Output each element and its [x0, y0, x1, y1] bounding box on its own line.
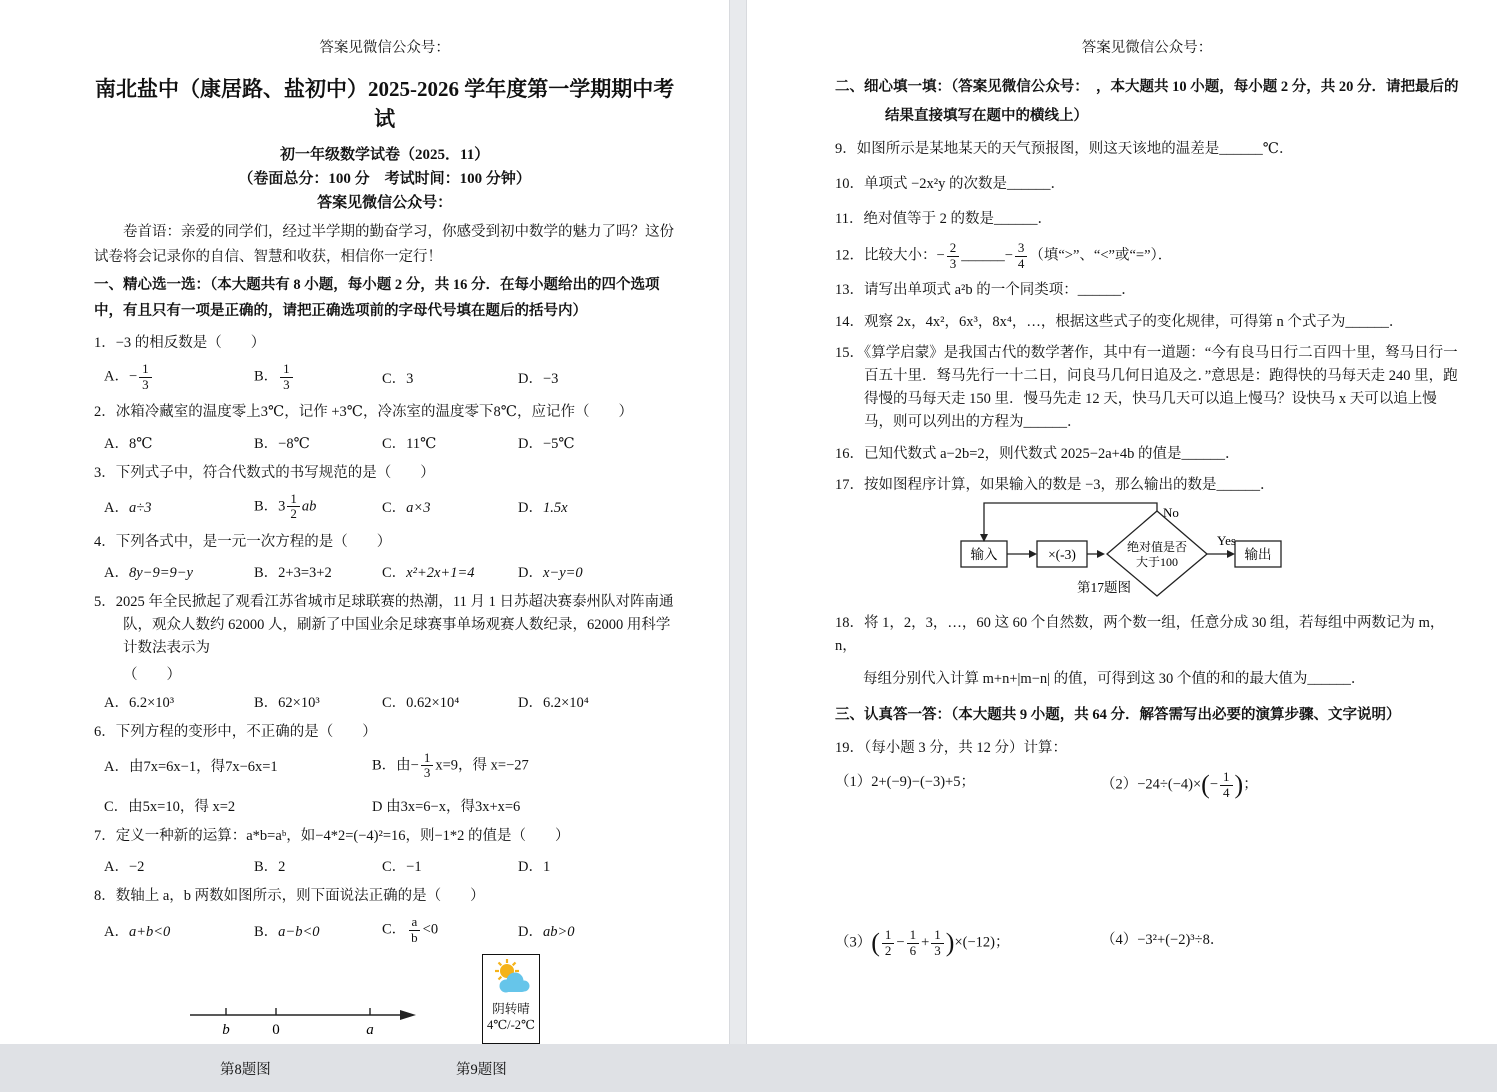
q1-option-b: B． $\frac{1}{3}$ — [254, 362, 382, 392]
flow-multiply-label: ×(-3) — [1048, 546, 1076, 562]
q1-option-a: A．− $\frac{1}{3}$ — [104, 362, 254, 392]
arrow-right-icon — [1227, 550, 1235, 558]
q17-flowchart — [899, 499, 1459, 604]
big-paren: ( — [871, 928, 880, 958]
q19-part3: （3）( $\frac{1}{2}$ − $\frac{1}{6}$ + $\frac{1}{3}$ )×(−12)； — [835, 927, 1010, 958]
q6-stem: 6．下列方程的变形中，不正确的是（ ） — [94, 723, 377, 740]
q9-stem: 9．如图所示是某地某天的天气预报图，则这天该地的温差是______℃． — [835, 140, 1294, 157]
q16-stem: 16．已知代数式 a−2b=2，则代数式 2025−2a+4b 的值是______． — [835, 445, 1240, 462]
q7-option-b: B．2 — [254, 859, 286, 875]
q5-option-b: B．62×10³ — [254, 694, 320, 711]
score-time-line: （卷面总分：100 分 考试时间：100 分钟） — [238, 171, 531, 187]
section3-heading: 三、认真答一答：（本大题共 9 小题，共 64 分．解答需写出必要的演算步骤、文字说明） — [835, 707, 1401, 724]
fraction: $\frac{1}{6}$ — [907, 928, 920, 958]
q7-options — [94, 855, 675, 876]
arrow-right-icon — [1029, 550, 1037, 558]
q5-answer-paren: （ ） — [123, 666, 181, 683]
q3-option-c: C．a×3 — [382, 500, 431, 517]
q8-stem: 8．数轴上 a，b 两数如图所示，则下面说法正确的是（ ） — [94, 888, 485, 904]
q3-options — [94, 492, 675, 522]
q19-row2 — [835, 928, 1459, 958]
q2-option-a: A．8℃ — [104, 435, 153, 452]
number-line-figure — [190, 1002, 422, 1042]
page-left — [0, 0, 729, 1079]
q2-stem: 2．冰箱冷藏室的温度零上3℃，记作 +3℃，冷冻室的温度零下8℃，应记作（ ） — [94, 404, 633, 421]
q8-option-d: D．ab>0 — [518, 923, 575, 940]
big-paren: ) — [945, 928, 955, 958]
numberline-label-0: 0 — [272, 1022, 280, 1039]
q4-option-a: A．8y−9=9−y — [104, 564, 193, 581]
work-space — [835, 810, 1459, 918]
q1-option-c: C．3 — [382, 370, 414, 387]
q5-option-d: D．6.2×10⁴ — [518, 694, 589, 711]
q2-option-c: C．11℃ — [382, 435, 437, 452]
fraction: $\frac{1}{3}$ — [280, 362, 293, 392]
q19-intro: 19．（每小题 3 分，共 12 分）计算： — [835, 739, 1067, 756]
q11-stem: 11．绝对值等于 2 的数是______． — [835, 211, 1052, 228]
q3-stem: 3．下列式子中，符合代数式的书写规范的是（ ） — [94, 464, 435, 481]
q6-option-d: D 由3x=6−x，得3x+x=6 — [372, 798, 521, 815]
q2-option-d: D．−5℃ — [518, 435, 575, 452]
q6-option-a: A．由7x=6x−1，得7x−6x=1 — [104, 759, 278, 776]
q17-stem: 17．按如图程序计算，如果输入的数是 −3，那么输出的数是______． — [835, 476, 1275, 493]
q18-stem-line1: 18．将 1，2，3，…，60 这 60 个自然数，两个数一组，任意分成 30 组，若每组中两数记为 m， n， — [835, 614, 1445, 655]
q7-stem: 7．定义一种新的运算：a*b=aᵇ，如−4*2=(−4)²=16，则−1*2 的值是（ ） — [94, 827, 570, 844]
q4-option-c: C．x²+2x+1=4 — [382, 564, 475, 581]
fraction: $\frac{1}{2}$ — [287, 492, 300, 522]
section1-heading: 一、精心选一选：（本大题共有 8 小题，每小题 2 分，共 16 分．在每小题给出的四个选项中，有且只有一项是正确的，请把正确选项前的字母代号填在题后的括号内） — [94, 277, 660, 319]
q1-options — [94, 362, 675, 392]
q14-stem: 14．观察 2x，4x²，6x³，8x⁴，…，根据这些式子的变化规律，可得第 n 个式子为______． — [835, 313, 1404, 330]
q4-option-b: B．2+3=3+2 — [254, 564, 332, 581]
exam-title: 南北盐中（康居路、盐初中）2025-2026 学年度第一学期期中考试 — [95, 77, 675, 131]
q6-option-c: C．由5x=10，得 x=2 — [104, 798, 236, 815]
flow-yes-label: Yes — [1217, 532, 1236, 548]
q8-option-a: A．a+b<0 — [104, 923, 171, 940]
fraction: $\frac{1}{2}$ — [882, 928, 895, 958]
fraction: $\frac{1}{3}$ — [931, 928, 944, 958]
q1-stem: 1．−3 的相反数是（ ） — [94, 335, 266, 352]
fraction: $\frac{2}{3}$ — [947, 241, 960, 271]
figure17-caption: 第17题图 — [1077, 579, 1131, 595]
q3-option-b: B．3 $\frac{1}{2}$ ab — [254, 490, 317, 522]
left-figures — [94, 954, 675, 1092]
fraction: $\frac{1}{4}$ — [1220, 770, 1233, 800]
wechat-note-top-left: 答案见微信公众号： — [319, 40, 450, 56]
no-loop-line — [984, 503, 1157, 536]
section2-heading-line1: 二、细心填一填：（答案见微信公众号： ，本大题共 10 小题，每小题 2 分，共 20 分．请把最后的 — [835, 79, 1459, 95]
q7-option-c: C．−1 — [382, 859, 422, 875]
flow-output-label: 输出 — [1244, 546, 1272, 562]
preface-text: 卷首语：亲爱的同学们，经过半学期的勤奋学习，你感受到初中数学的魅力了吗？这份试卷将会记录你的自信、智慧和收获，相信你一定行！ — [94, 224, 674, 265]
q8-option-b: B．a−b<0 — [254, 923, 320, 940]
q10-stem: 10．单项式 −2x²y 的次数是______． — [835, 175, 1066, 192]
page-gutter — [729, 0, 747, 1044]
q19-part4: （4）−3²+(−2)³÷8． — [1101, 932, 1225, 949]
q15-stem: 15．《算学启蒙》是我国古代的数学著作，其中有一道题：“今有良马日行二百四十里，驽马日行一百五十里．驽马先行一十二日，问良马几何日追及之．”意思是：跑得快的马每天走 240 里，跑得慢的马每天走 150 里．慢马先走 12 天，快马几天可以追上慢马？设快马 x 天可以追上慢马，则可以列出的方程为______． — [835, 344, 1458, 431]
flow-input-label: 输入 — [970, 546, 998, 562]
q6-option-b: B．由− $\frac{1}{3}$ x=9，得 x=−27 — [372, 749, 529, 781]
flow-condition-line1: 绝对值是否 — [1126, 539, 1188, 554]
q4-options — [94, 561, 675, 582]
q19-part1: （1）2+(−9)−(−3)+5； — [835, 774, 975, 791]
answer-note: 答案见微信公众号： — [317, 195, 453, 211]
q5-option-a: A．6.2×10³ — [104, 694, 175, 711]
weather-temps: 4℃/-2℃ — [486, 1017, 536, 1032]
axis-arrow-icon — [400, 1010, 416, 1020]
flow-condition-line2: 大于100 — [1135, 554, 1179, 569]
q5-option-c: C．0.62×10⁴ — [382, 694, 460, 711]
figure9-caption: 第9题图 — [456, 1062, 507, 1079]
q5-stem: 5．2025 年全民掀起了观看江苏省城市足球联赛的热潮，11 月 1 日苏超决赛泰州队对阵南通队，观众人数约 62000 人，刷新了中国业余足球赛事单场观赛人数纪录，62000 用科学计数法表示为 — [94, 593, 674, 657]
page-right — [747, 0, 1497, 1044]
big-paren: ( — [1201, 770, 1210, 800]
q4-option-d: D．x−y=0 — [518, 564, 583, 581]
weather-condition: 阴转晴 — [492, 1001, 530, 1016]
q19-part2: （2）−24÷(−4)×(− $\frac{1}{4}$ )； — [1101, 769, 1258, 800]
q8-option-c: C． $\frac{a}{b}$ <0 — [382, 914, 439, 945]
q4-stem: 4．下列各式中，是一元一次方程的是（ ） — [94, 533, 392, 550]
q1-option-d: D．−3 — [518, 370, 559, 387]
weather-figure — [482, 954, 540, 1044]
numberline-label-a: a — [366, 1022, 374, 1039]
fraction: $\frac{1}{3}$ — [421, 751, 434, 781]
q19-row1 — [835, 770, 1459, 800]
q6-options — [94, 751, 675, 816]
q7-option-a: A．−2 — [104, 859, 145, 875]
q2-options — [94, 432, 675, 453]
arrow-right-icon — [1097, 550, 1105, 558]
q5-options — [94, 691, 675, 712]
exam-subtitle: 初一年级数学试卷（2025．11） — [280, 147, 490, 163]
flow-no-label: No — [1163, 504, 1179, 520]
q7-option-d: D．1 — [518, 859, 551, 875]
section2-heading-line2: 结果直接填写在题中的横线上） — [885, 108, 1088, 125]
numberline-label-b: b — [222, 1022, 230, 1039]
fraction: $\frac{3}{4}$ — [1015, 241, 1028, 271]
q12-stem: 12．比较大小：− $\frac{2}{3}$ ______− $\frac{3}{4}$ （填“>”、“<”或“=”）． — [835, 240, 1173, 271]
fraction: $\frac{a}{b}$ — [408, 915, 421, 945]
q8-options — [94, 915, 675, 945]
q3-option-d: D．1.5x — [518, 500, 568, 517]
q3-option-a: A．a÷3 — [104, 500, 152, 517]
q13-stem: 13．请写出单项式 a²b 的一个同类项：______． — [835, 282, 1136, 299]
q2-option-b: B．−8℃ — [254, 435, 310, 452]
weather-sun-cloud-icon — [489, 958, 533, 996]
figure8-caption: 第8题图 — [220, 1062, 271, 1079]
fraction: $\frac{1}{3}$ — [139, 362, 152, 392]
q18-stem-line2: 每组分别代入计算 m+n+|m−n| 的值，可得到这 30 个值的和的最大值为______． — [863, 671, 1366, 688]
big-paren: ) — [1234, 770, 1244, 800]
wechat-note-top-right: 答案见微信公众号： — [1081, 40, 1213, 56]
